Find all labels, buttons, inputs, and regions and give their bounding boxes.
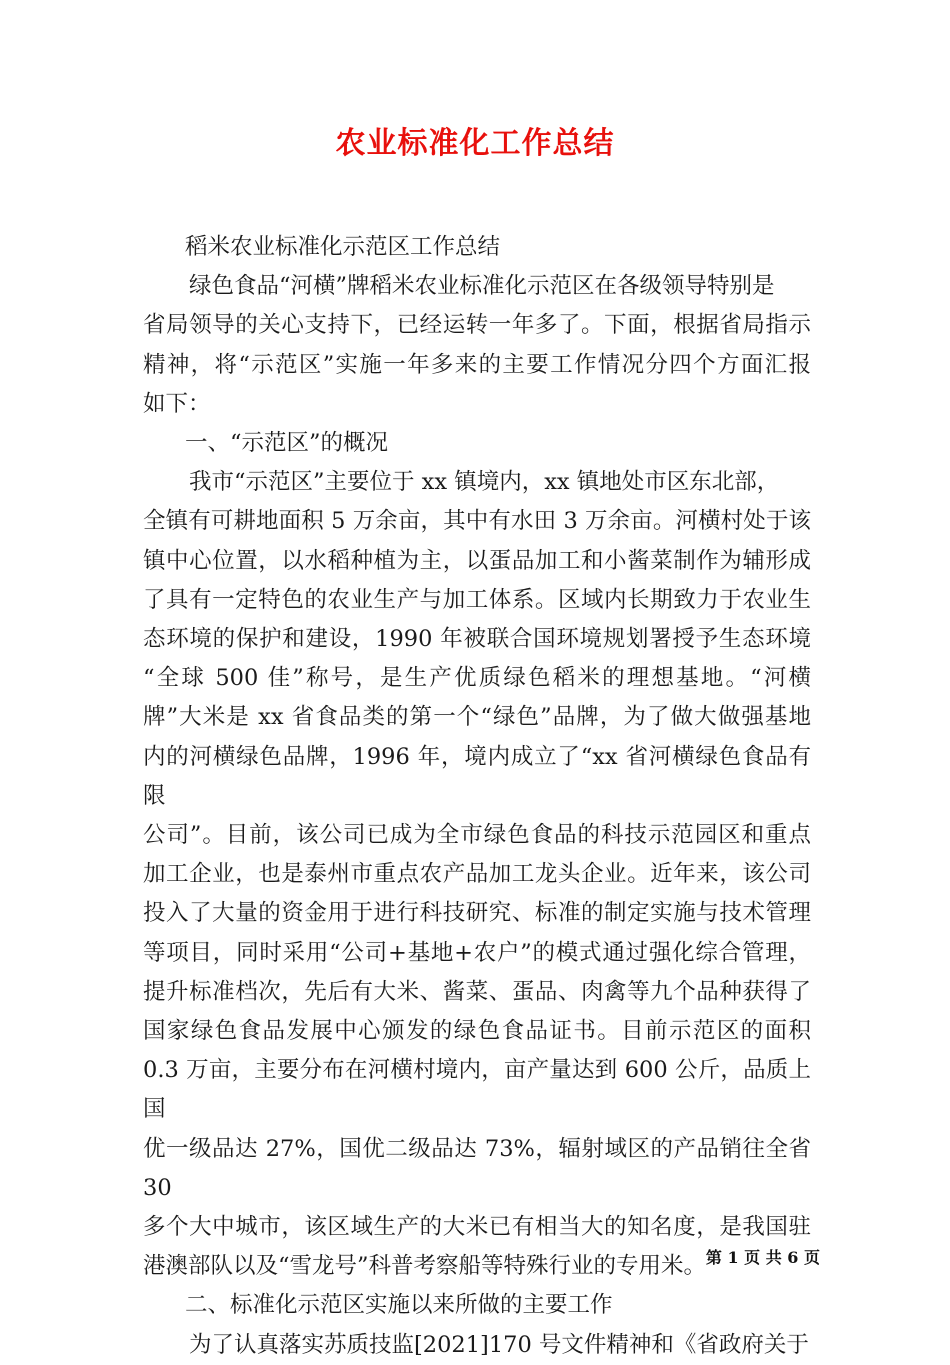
body-line: 0.3 万亩，主要分布在河横村境内，亩产量达到 600 公斤，品质上国 <box>143 1057 811 1123</box>
body-line: 态环境的保护和建设，1990 年被联合国环境规划署授予生态环境 <box>143 626 811 653</box>
body-line: 公司”。目前，该公司已成为全市绿色食品的科技示范园区和重点 <box>143 822 811 849</box>
body-line: 优一级品达 27%，国优二级品达 73%，辐射域区的产品销往全省 30 <box>143 1135 811 1201</box>
body-line: 稻米农业标准化示范区工作总结 <box>185 234 501 260</box>
page-title: 农业标准化工作总结 <box>335 126 615 161</box>
body-line: 国家绿色食品发展中心颁发的绿色食品证书。目前示范区的面积 <box>143 1018 811 1045</box>
body-line: 等项目，同时采用“公司+基地+农户”的模式通过强化综合管理， <box>143 939 811 966</box>
body-line: 投入了大量的资金用于进行科技研究、标准的制定实施与技术管理 <box>143 900 811 927</box>
body-line: 镇中心位置，以水稻种植为主，以蛋品加工和小酱菜制作为辅形成 <box>143 547 811 574</box>
body-line: 内的河横绿色品牌，1996 年，境内成立了“xx 省河横绿色食品有限 <box>143 743 811 809</box>
body-line: 牌”大米是 xx 省食品类的第一个“绿色”品牌，为了做大做强基地 <box>143 704 811 731</box>
page-number-footer: 第 1 页 共 6 页 <box>705 1248 820 1267</box>
section-heading-one: 一、“示范区”的概况 <box>185 430 389 457</box>
section-heading-two: 二、标准化示范区实施以来所做的主要工作 <box>185 1292 613 1319</box>
body-line: 港澳部队以及“雪龙号”科普考察船等特殊行业的专用米。 <box>143 1253 707 1280</box>
body-line: “全球 500 佳”称号，是生产优质绿色稻米的理想基地。“河横 <box>143 665 811 692</box>
body-line: 了具有一定特色的农业生产与加工体系。区域内长期致力于农业生 <box>143 586 811 613</box>
body-line: 为了认真落实苏质技监[2021]170 号文件精神和《省政府关于 <box>189 1331 809 1358</box>
body-line: 加工企业，也是泰州市重点农产品加工龙头企业。近年来，该公司 <box>143 861 811 888</box>
body-line: 提升标准档次，先后有大米、酱菜、蛋品、肉禽等九个品种获得了 <box>143 978 811 1005</box>
body-line: 精神，将“示范区”实施一年多来的主要工作情况分四个方面汇报 <box>143 351 811 378</box>
body-line: 省局领导的关心支持下，已经运转一年多了。下面，根据省局指示 <box>143 312 811 339</box>
body-line: 如下： <box>143 390 211 417</box>
body-line: 全镇有可耕地面积 5 万余亩，其中有水田 3 万余亩。河横村处于该 <box>143 508 811 535</box>
body-line: 多个大中城市，该区域生产的大米已有相当大的知名度，是我国驻 <box>143 1214 811 1241</box>
body-line: 我市“示范区”主要位于 xx 镇境内，xx 镇地处市区东北部， <box>189 469 780 496</box>
document-body <box>143 228 811 1365</box>
body-line: 绿色食品“河横”牌稻米农业标准化示范区在各级领导特别是 <box>189 273 775 300</box>
